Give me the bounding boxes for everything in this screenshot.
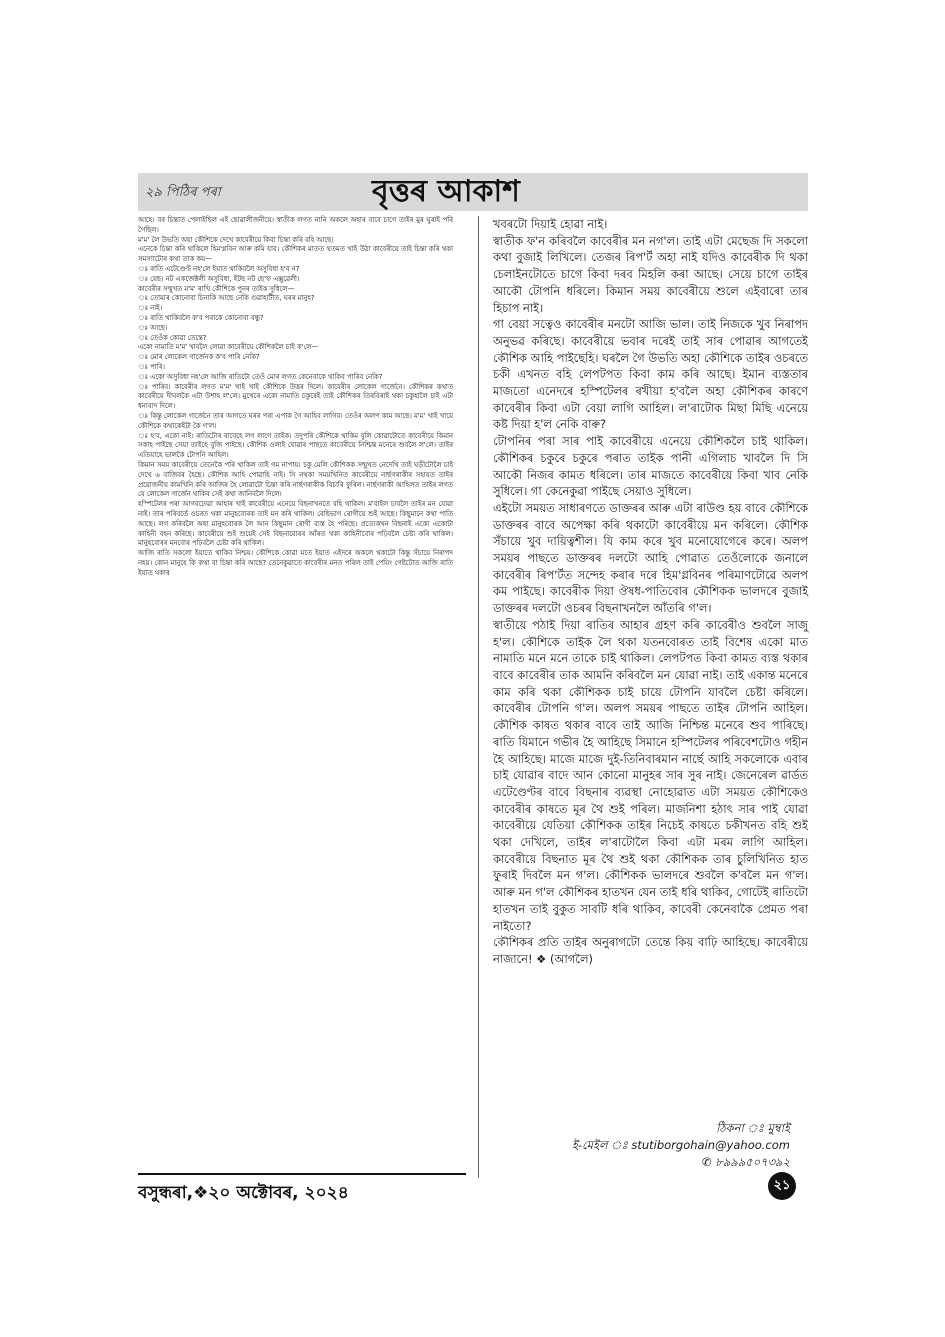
paragraph: কাবেৰীৰ সন্মুখত ম'ম' ৰাখি কৌশিকে পুনৰ তাইক সুধিলে— (138, 284, 295, 293)
dialogue-line: ঃ কিন্তু লোকেল গাৰ্জেনে তাৰ আগতে ঘৰৰ পৰা এপাক গৈ আহিব লাগিব। তেওঁৰ অলপ কাম আছে। ম'ম' খাই খায়ে কৌশিকে কথাকেইটা কৈ গ'ল। (138, 411, 453, 430)
magazine-issue: বসুন্ধৰা,❖২০ অক্টোবৰ, ২০২৪ (138, 1183, 349, 1203)
paragraph: কৌশিকৰ প্ৰতি তাইৰ অনুৰাগটো তেন্তে কিয় বাঢ়ি আহিছে। কাবেৰীয়ে নাজানে! ❖ (আগলৈ) (493, 935, 808, 966)
paragraph: ম'ম' লৈ উভতি অহা কৌশিকে দেখে কাবেৰীয়ে কিবা চিন্তা কৰি বহি আছে। (138, 235, 334, 244)
dialogue-line: ঃ পাৰিব। কাবেৰীৰ লগত ম'ম' খাই খাই কৌশিকে উত্তৰ দিলে। কাবেৰীৰ লোকেল গাৰ্জেনে। কৌশিকৰ কথাত কাবেৰীয়ে দীঘলকৈ এটা উশাহ ল'লে। মুখেৰে একো নামাতি চকুৰেই তাই কৌশিকৰ তিৰবিৰাই থকা চকুহালৈ চাই এটা ধন্যবাদ দিলে। (138, 382, 453, 411)
left-column (138, 216, 453, 1181)
dialogue-line: ঃ আছে। (138, 323, 168, 332)
paragraph: হস্পিটেলৰ পৰা আগবঢ়োৱা আহাৰ খাই কাবেৰীয়ে এনেয়ে বিছনাখনতে বহি থাকিল। ম'বাইল চাবলৈ তাইৰ মন যোৱা নাই। তাৰ পৰিবৰ্তে ওচৰত থকা মানুহবোৰক তাই মন কৰি থাকিল। বেছিভাগ ৰোগীয়ে শুই আছে। কিছুমানে কথা পাতি আছে। লগ কৰিবলৈ অহা মানুহবোৰক লৈ আন কিছুমান ৰোগী ব্যস্ত হৈ পৰিছে। প্ৰত্যেকখন বিছনাই একো একোটা কাহিনী বহন কৰিছে। কাবেৰীয়ে শুই শুয়েই সেই বিছনাবোৰৰ আঁৰত থকা কাহিনীবোৰ পঢ়িবলৈ চেষ্টা কৰি থাকিল। মানুহবোৰৰ মনবোৰ পঢ়িবলৈ চেষ্টা কৰি থাকিল। (138, 500, 453, 548)
paragraph: টোপনিৰ পৰা সাৰ পাই কাবেৰীয়ে এনেয়ে কৌশিকলৈ চাই থাকিল। কৌশিকৰ চকুৰে চকুৰে পৰাত তাইক পানী এগিলাচ খাবলৈ দি সি আকৌ নিজৰ কামত ধৰিলে। তাৰ মাজতে কাবেৰীয়ে কিবা খাব নেকি সুধিলে। গা কেনেকুৱা পাইছে সেয়াও সুধিলে। (493, 434, 808, 499)
dialogue-line: ঃ একো অসুবিধা নহ'লে আজি ৰাতিটো তেওঁ মোৰ লগত কেনেবাকে থাকিব পাৰিব নেকি? (138, 372, 383, 381)
author-phone: ✆ ৮৯৯৯৫০৭৩৯২ (702, 1155, 790, 1169)
paragraph: কিমান সময় কাবেৰীয়ে তেনেকৈ পৰি থাকিল তাই গম নাপায়। চকু মেলি কৌশিকক সন্মুখত নেদেখি তাই ঘড়ীটোলৈ চাই দেখে ৬ বাজিবৰ হৈছে। কৌশিক আহি পোৱাহি নাই। সি নথকা সময়খিনিত কাবেৰীয়ে নাৰ্ছগৰাকীৰ সহায়ত তাইৰ প্ৰয়োজনীয় কামখিনি কৰি আজিৰ হৈ লোৱাটো চিন্তা কৰি নাৰ্ছগৰাকীক বিচাৰি ফুৰিল। নাৰ্ছগৰাকী আহিলত তাইৰ লগত যে লোকেল গাৰ্জেন থাকিব সেই কথা জানিবলৈ দিলে। (138, 460, 453, 499)
author-credits (493, 1120, 790, 1171)
column-divider (478, 216, 479, 1178)
dialogue-line: ঃ মোৰ লোকেল গাৰ্জেনক ক'ব পাৰি নেকি? (138, 353, 260, 362)
page-number: ২১ (768, 1172, 796, 1200)
author-email: ই-মেইল ঃ stutiborgohain@yahoo.com (571, 1138, 790, 1152)
paragraph: স্বাতীয়ে পঠাই দিয়া ৰাতিৰ আহাৰ গ্ৰহণ কৰি কাবেৰীও শুবলৈ সাজু হ'ল। কৌশিকে তাইক লৈ থকা যতনবোৰত তাই বিশেষ একো মাত নামাতি মনে মনে তাকে চাই থাকিল। লেপটপত কিবা কামত ব্যস্ত থকাৰ বাবে কাবেৰীৰ তাক আমনি কৰিবলৈ মন যোৱা নাই। তাই একান্ত মনেৰে কাম কৰি থকা কৌশিকক চাই চায়ে টোপনি যাবলৈ চেষ্টা কৰিলে। কাবেৰীৰ টোপনি গ'ল। অলপ সময়ৰ পাছতে তাইৰ টোপনি আহিল। কৌশিক কাষত থকাৰ বাবে তাই আজি নিশ্চিন্ত মনেৰে শুব পাৰিছে। ৰাতি যিমানে গভীৰ হৈ আহিছে সিমানে হস্পিটেলৰ পৰিবেশটোও গহীন হৈ আহিছে। মাজে মাজে দুই-তিনিবাৰমান নাৰ্ছে আহি সকলোকে এবাৰ চাই যোৱাৰ বাদে আন কোনো মানুহৰ সাৰ সুৰ নাই। জেনেৰেল ৱাৰ্ডত এটেণ্ডেণ্টৰ বাবে বিছনাৰ ব্যৱস্থা নোহোৱাত এটা সময়ত কৌশিকেও কাবেৰীৰ কাষতে মূৰ থৈ শুই পৰিল। মাজনিশা হঠাৎ সাৰ পাই যোৱা কাবেৰীয়ে যেতিয়া কৌশিকক তাইৰ নিচেই কাষতে চকীখনত বহি শুই থকা দেখিলে, তাইৰ ল'ৰাটোলৈ কিবা এটা মৰম লাগি আহিল। কাবেৰীয়ে বিছনাত মূৰ থৈ শুই থকা কৌশিকক তাৰ চুলিখিনিত হাত ফুৰাই দিবলৈ মন গ'ল। কৌশিকক ভালদৰে শুবলৈ ক'বলৈ মন গ'ল। আৰু মন গ'ল কৌশিকৰ হাতখন যেন তাই ধৰি থাকিব, গোটেই ৰাতিটো হাতখন তাই বুকুত সাবটি ধৰি থাকিব, কাবেৰী কেনেবাকৈ প্ৰেমত পৰা নাইতো? (493, 617, 808, 933)
paragraph: গা বেয়া সত্বেও কাবেৰীৰ মনটো আজি ভাল। তাই নিজকে খুব নিৰাপদ অনুভৱ কৰিছে। কাবেৰীয়ে ভবাৰ দৰেই তাই সাৰ পোৱাৰ আগতেই কৌশিক আহি পাইছেহি। ঘৰলৈ গৈ উভতি অহা কৌশিকে তাইৰ ওচৰতে চকী এখনত বহি লেপটপত কিবা কাম কৰি আছে। ইমান ব্যস্ততাৰ মাজতো এনেদৰে হস্পিটেলৰ ৰখীয়া হ'বলৈ অহা কৌশিকৰ কাৰণে কাবেৰীৰ কিবা এটা বেয়া লাগি আহিল। ল'ৰাটোক মিছা মিছি এনেয়ে কষ্ট দিয়া হ'ল নেকি বাৰু? (493, 317, 808, 432)
paragraph: আহে। বৰ চিন্তাত পেলাইছিল এই ছোৱালীজনীয়ে। স্বাতীক লগত নানি অকলে অহাৰ বাবে চাগে তাইৰ মুৰ ঘুৰাই পৰি গৈছিল। (138, 216, 453, 234)
dialogue-line: ঃ নাই। (138, 304, 163, 313)
dialogue-line: ঃ তোমাৰ কোনোবা চিনাকি আছে নেকি গুৱাহাটীত, ঘৰৰ মানুহ? (138, 294, 315, 303)
paragraph: আজি ৰাতি সকলো ইয়াতে থাকিব নিশ্চয়। কৌশিকে কোৱা মতে ইয়াত এইদৰে অকলে থকাটো কিন্তু সঁচায়ে নিৰাপদ নহয়। কোন মানুহে কি কথা বা চিন্তা কৰি আছে? তেনেকুৱাতে কাবেৰীৰ মনত পৰিল তাই পেয়িং গেষ্টটোত আজি ৰাতি ইয়াত থকাৰ (138, 549, 453, 577)
dialogue-line: ঃ হ'ব, একো নাই। ৰাতিটোৰ বাবেহে লগ লাগে তাইক। তদুপৰি কৌশিকে থাকিম বুলি কোৱাটোতে কাবেৰীয়ে কিমান সকাহ পাইছে সেয়া তাইহে বুজি পাইছে। কৌশিক ওলাই যোৱাৰ পাছতে কাবেৰীয়ে নিশ্চিন্ত মনেৰে শুবলৈ ল'লে। তাইৰ এতিয়াহে ভালকৈ টোপনি আহিল। (138, 431, 453, 460)
continued-from-label: ২৯ পিঠিৰ পৰা (145, 185, 221, 200)
paragraph: স্বাতীক ফ'ন কৰিবলৈ কাবেৰীৰ মন নগ'ল। তাই এটা মেছেজ দি সকলো কথা বুজাই লিখিলে। তেজৰ ৰিপ'ৰ্ট অহা নাই যদিও কাবেৰীক দি থকা চেলাইনটোতে চাগে কিবা দৰব মিহলি কৰা আছে। সেয়ে চাগে তাইৰ আকৌ টোপনি ধৰিলে। কিমান সময় কাবেৰীয়ে শুলে এইবাৰো তাৰ হিচাপ নাই। (493, 233, 808, 315)
footer-rule (138, 1173, 466, 1175)
right-column (493, 216, 808, 968)
story-title: বৃত্তৰ আকাশ (372, 174, 520, 209)
dialogue-line: ঃ পাৰি। (138, 362, 165, 371)
dialogue-line: ঃ তেওঁক কোৱা তেন্তে? (138, 333, 207, 342)
paragraph: এইটো সময়ত সাধাৰণতে ডাক্তৰৰ আৰু এটা ৰাউণ্ড হয় বাবে কৌশিকে ডাক্তৰৰ বাবে অপেক্ষা কৰি থকাটো কাবেৰীয়ে মন কৰিলে। কৌশিক সঁচায়ে খুব দায়িত্বশীল। যি কাম কৰে খুব মনোযোগেৰে কৰে। অলপ সময়ৰ পাছতে ডাক্তৰৰ দলটো আহি পোৱাত তেওঁলোকে জনালে কাবেৰীৰ ৰিপ'ৰ্টত সন্দেহ কৰাৰ দৰে হিম'গ্লবিনৰ পৰিমাণটোৱে অলপ কম পাইছে। কাবেৰীক দিয়া ঔষধ-পাতিবোৰ কৌশিকক ভালদৰে বুজাই ডাক্তৰৰ দলটো ওচৰৰ বিছনাখনলৈ আঁতৰি গ'ল। (493, 500, 808, 616)
paragraph: খবৰটো দিয়াই হোৱা নাই। (493, 217, 608, 231)
author-address: ঠিকনা ঃ মুম্বাই (716, 1121, 790, 1135)
dialogue-line: ঃ ৰাতি থাকিবলৈ ক'ব পৰাকে কোনোবা বন্ধু? (138, 313, 264, 322)
paragraph: এনেকে চিন্তা কৰি থাকিলে হিম'গ্লবিন আৰু কমি যাব। কৌশিকৰ মাতত থতমত খাই উঠা কাবেৰীয়ে তাই চিন্তা কৰি থকা সমস্যাটোৰ কথা তাক কয়— (138, 245, 453, 264)
dialogue-line: ঃ ৰাতি এটেণ্ডেণ্ট নহ'লে ইয়াত থাকিবলৈ অসুবিধা হ'ব ন? (138, 264, 300, 273)
paragraph: একো নামাতি ম'ম' খাবলৈ লোৱা কাবেৰীয়ে কৌশিকলৈ চাই ক'লে— (138, 343, 319, 352)
dialogue-line: ঃ য়েছ। নট একজেক্টলী অসুবিধা, ইটছ নট ছে'ফ এক্সুৱেলী। (138, 274, 300, 283)
